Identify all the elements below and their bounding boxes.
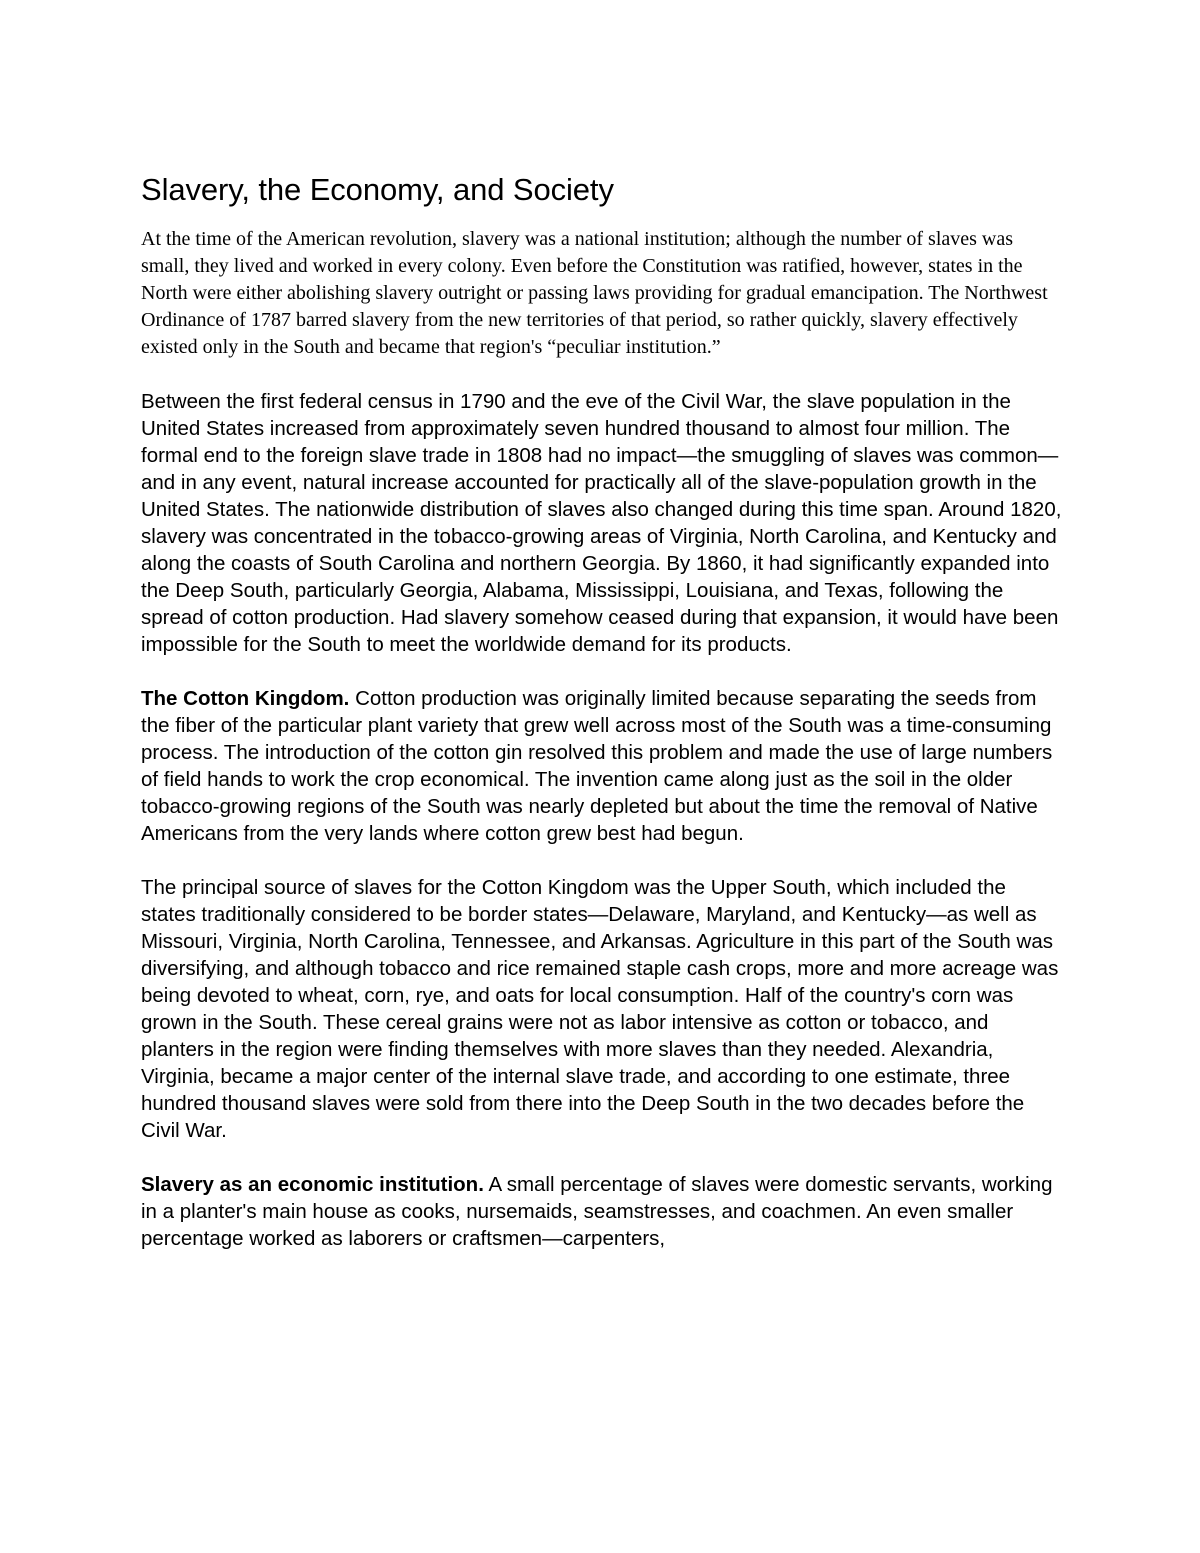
document-title: Slavery, the Economy, and Society xyxy=(141,172,614,207)
paragraph-text: A small percentage of slaves were domestic servants, working in a planter's main house as cooks, nursemaids, seamstresses, and coachmen. An even smaller percentage worked as laborers or craftsmen—carpenters, xyxy=(141,1173,1053,1250)
paragraph-upper-south xyxy=(141,874,1063,1144)
paragraph-revolution xyxy=(141,226,1063,361)
paragraph-economic-institution xyxy=(141,1171,1063,1252)
paragraph-lead-heading: The Cotton Kingdom. xyxy=(141,687,350,710)
document-body xyxy=(141,168,1063,1279)
paragraph-census xyxy=(141,388,1063,658)
paragraph-text: Cotton production was originally limited because separating the seeds from the fiber of the particular plant variety that grew well across most of the South was a time-consuming process. The introduction of the cotton gin resolved this problem and made the use of large numbers of field hands to work the crop economical. The invention came along just as the soil in the older tobacco-growing regions of the South was nearly depleted but about the time the removal of Native Americans from the very lands where cotton grew best had begun. xyxy=(141,687,1053,845)
paragraph-lead-heading: Slavery as an economic institution. xyxy=(141,1173,484,1196)
paragraph-text: At the time of the American revolution, slavery was a national institution; although the number of slaves was small, they lived and worked in every colony. Even before the Constitution was ratified, however, states in the North were either abolishing slavery outright or passing laws providing for gradual emancipation. The Northwest Ordinance of 1787 barred slavery from the new territories of that period, so rather quickly, slavery effectively existed only in the South and became that region's “peculiar institution.” xyxy=(141,228,1048,358)
paragraph-cotton-kingdom xyxy=(141,685,1063,847)
paragraph-text: Between the first federal census in 1790 and the eve of the Civil War, the slave population in the United States increased from approximately seven hundred thousand to almost four million. The formal end to the foreign slave trade in 1808 had no impact—the smuggling of slaves was common—and in any event, natural increase accounted for practically all of the slave-population growth in the United States. The nationwide distribution of slaves also changed during this time span. Around 1820, slavery was concentrated in the tobacco-growing areas of Virginia, North Carolina, and Kentucky and along the coasts of South Carolina and northern Georgia. By 1860, it had significantly expanded into the Deep South, particularly Georgia, Alabama, Mississippi, Louisiana, and Texas, following the spread of cotton production. Had slavery somehow ceased during that expansion, it would have been impossible for the South to meet the worldwide demand for its products. xyxy=(141,390,1062,656)
paragraph-text: The principal source of slaves for the Cotton Kingdom was the Upper South, which included the states traditionally considered to be border states—Delaware, Maryland, and Kentucky—as well as Missouri, Virginia, North Carolina, Tennessee, and Arkansas. Agriculture in this part of the South was diversifying, and although tobacco and rice remained staple cash crops, more and more acreage was being devoted to wheat, corn, rye, and oats for local consumption. Half of the country's corn was grown in the South. These cereal grains were not as labor intensive as cotton or tobacco, and planters in the region were finding themselves with more slaves than they needed. Alexandria, Virginia, became a major center of the internal slave trade, and according to one estimate, three hundred thousand slaves were sold from there into the Deep South in the two decades before the Civil War. xyxy=(141,876,1059,1142)
